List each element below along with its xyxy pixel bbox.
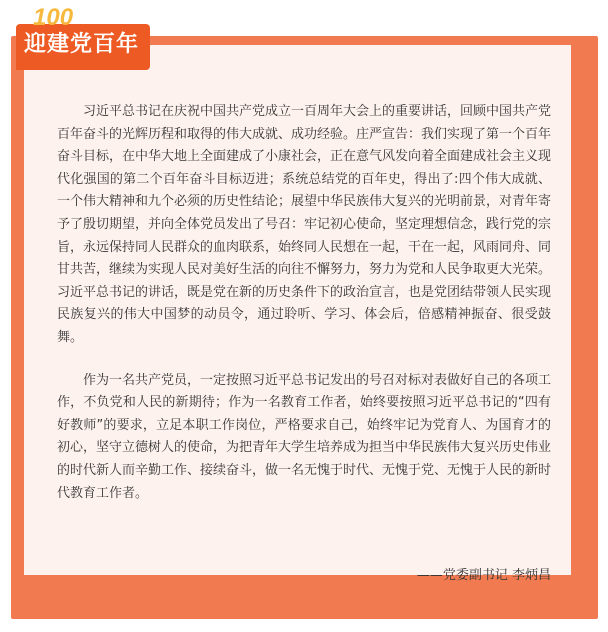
article-body	[57, 101, 551, 505]
centennial-100-icon	[33, 4, 89, 28]
centennial-badge-text: 100	[33, 4, 74, 28]
paragraph-2: 作为一名共产党员，一定按照习近平总书记发出的号召对标对表做好自己的各项工作，不负党和人民的新期待；作为一名教育工作者，始终要按照习近平总书记的“四有好教师”的要求，立足本职工作岗位，严格要求自己，始终牢记为党育人、为国育才的初心，坚守立德树人的使命，为把青年大学生培养成为担当中华民族伟大复兴历史伟业的时代新人而辛勤工作、接续奋斗，做一名无愧于时代、无愧于党、无愧于人民的新时代教育工作者。	[57, 372, 552, 501]
signature: ——党委副书记 李炳昌	[416, 568, 551, 583]
paragraph-1: 习近平总书记在庆祝中国共产党成立一百周年大会上的重要讲话，回顾中国共产党百年奋斗的光辉历程和取得的伟大成就、成功经验。庄严宣告：我们实现了第一个百年奋斗目标，在中华大地上全面建成了小康社会，正在意气风发向着全面建成社会主义现代化强国的第二个百年奋斗目标迈进；系统总结党的百年史，得出了:四个伟大成就、一个伟大精神和九个必须的历史性结论；展望中华民族伟大复兴的光明前景，对青年寄予了殷切期望，并向全体党员发出了号召：牢记初心使命，坚定理想信念，践行党的宗旨，永远保持同人民群众的血肉联系，始终同人民想在一起，干在一起，风雨同舟、同甘共苦，继续为实现人民对美好生活的向往不懈努力，努力为党和人民争取更大光荣。习近平总书记的讲话，既是党在新的历史条件下的政治宣言，也是党团结带领人民实现民族复兴的伟大中国梦的动员令，通过聆听、学习、体会后，倍感精神振奋、很受鼓舞。	[57, 104, 552, 345]
section-title: 迎建党百年	[24, 32, 140, 57]
